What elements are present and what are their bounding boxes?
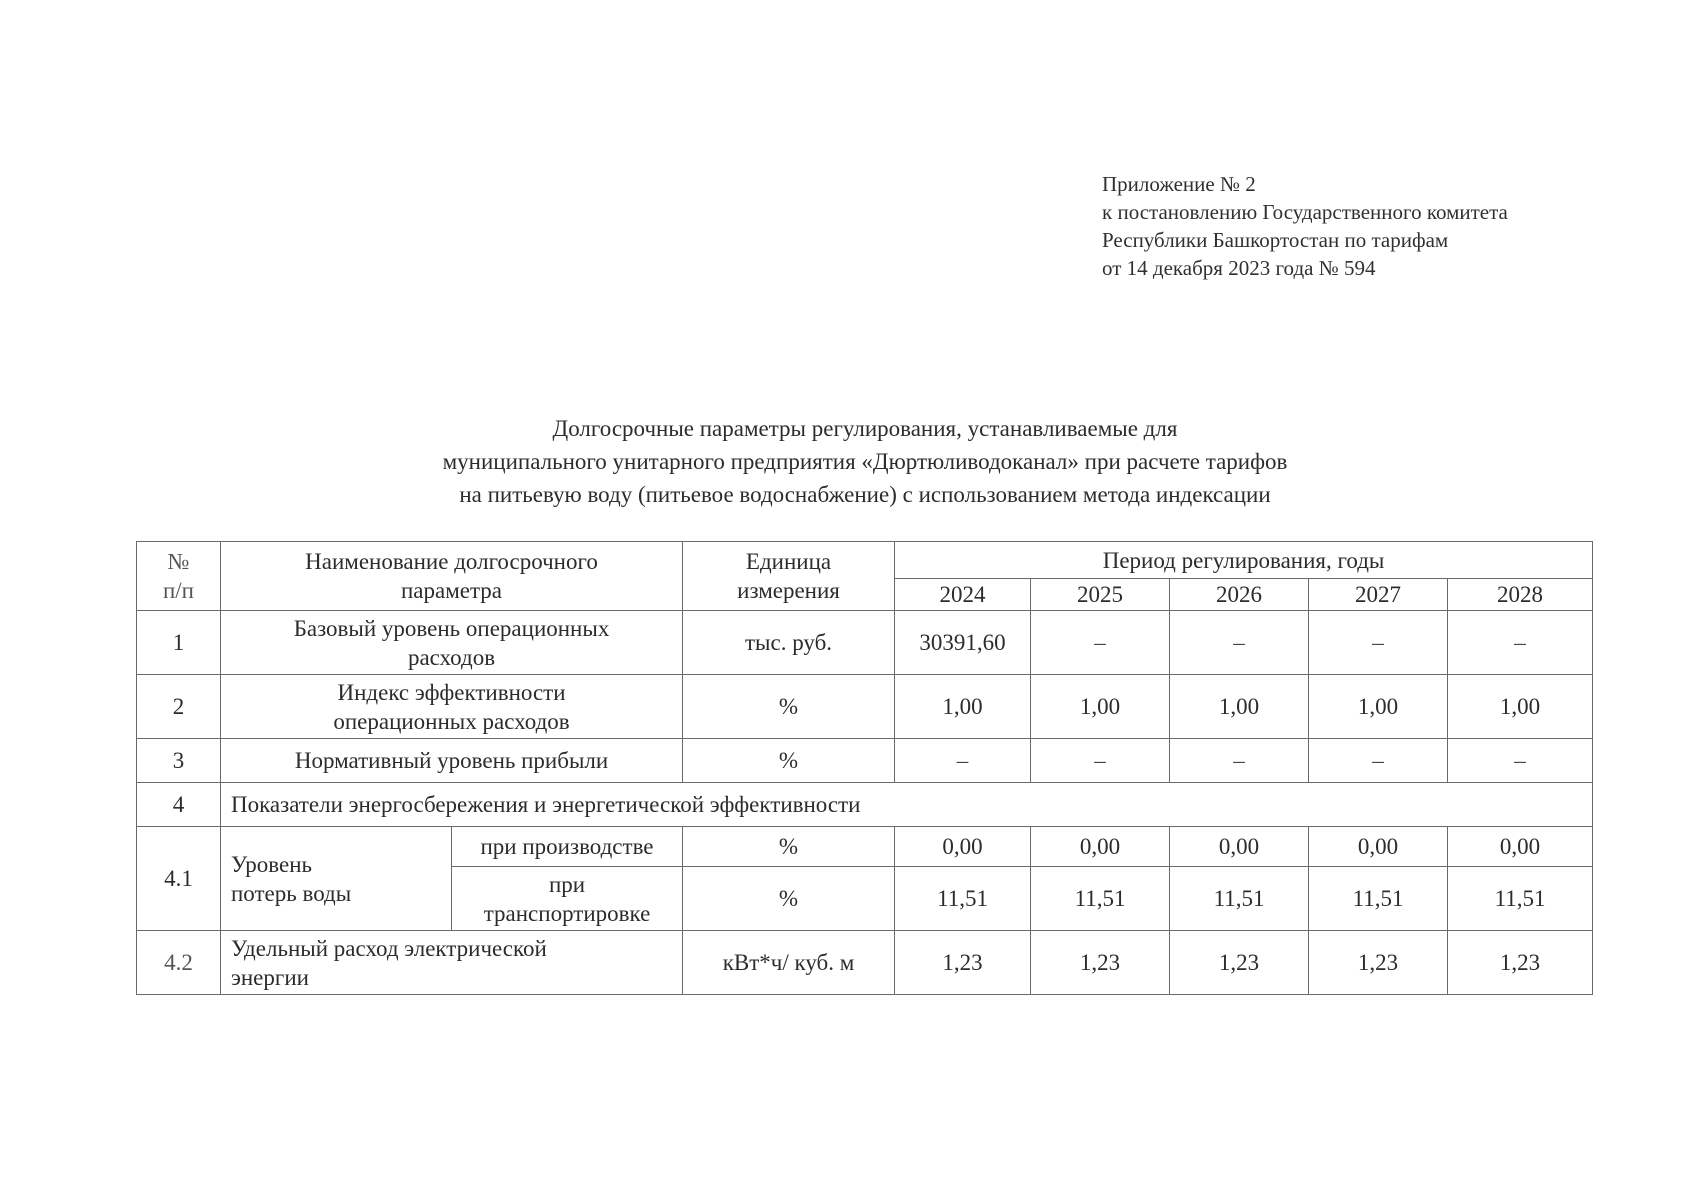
row-2-unit: % xyxy=(683,675,895,739)
row-1-name xyxy=(221,611,683,675)
row-1-value-2025: – xyxy=(1031,611,1170,675)
appendix-line-1: Приложение № 2 xyxy=(1102,172,1256,196)
table-row-3 xyxy=(137,739,1593,783)
row-4-1-sub-2-value-2027: 11,51 xyxy=(1309,867,1448,931)
row-4-1-sub-1-unit: % xyxy=(683,827,895,867)
row-4-num: 4 xyxy=(137,783,221,827)
row-1-name-line-1: Базовый уровень операционных xyxy=(293,615,610,641)
year-2024: 2024 xyxy=(895,579,1031,611)
row-4-1-sub-2-label-line-1: при xyxy=(548,871,586,897)
header-name xyxy=(221,542,683,611)
row-4-2-name-line-1: Удельный расход электрической xyxy=(231,935,547,961)
header-num-line-1: № xyxy=(167,549,190,574)
document-title xyxy=(0,412,1697,511)
row-4-2-value-2028: 1,23 xyxy=(1448,931,1593,995)
row-1-value-2026: – xyxy=(1170,611,1309,675)
header-num-line-2: п/п xyxy=(162,578,194,603)
row-2-name-line-1: Индекс эффективности xyxy=(337,679,566,705)
table-row-4-1-production xyxy=(137,827,1593,867)
row-4-1-sub-2-label xyxy=(452,867,683,931)
row-4-1-sub-2-unit: % xyxy=(683,867,895,931)
row-2-name xyxy=(221,675,683,739)
row-4-1-sub-1-value-2026: 0,00 xyxy=(1170,827,1309,867)
row-4-2-value-2024: 1,23 xyxy=(895,931,1031,995)
row-4-2-value-2025: 1,23 xyxy=(1031,931,1170,995)
row-4-name: Показатели энергосбережения и энергетической эффективности xyxy=(221,783,1593,827)
appendix-line-4: от 14 декабря 2023 года № 594 xyxy=(1102,256,1376,280)
row-4-2-num: 4.2 xyxy=(137,931,221,995)
year-2026: 2026 xyxy=(1170,579,1309,611)
row-4-1-name-line-2: потерь воды xyxy=(231,880,352,906)
row-1-value-2024: 30391,60 xyxy=(895,611,1031,675)
row-4-1-num: 4.1 xyxy=(137,827,221,931)
year-2028: 2028 xyxy=(1448,579,1593,611)
table-row-1 xyxy=(137,611,1593,675)
row-4-1-sub-1-value-2025: 0,00 xyxy=(1031,827,1170,867)
row-4-1-sub-1-value-2028: 0,00 xyxy=(1448,827,1593,867)
appendix-line-2: к постановлению Государственного комитета xyxy=(1102,200,1508,224)
row-4-2-name xyxy=(221,931,683,995)
row-3-value-2028: – xyxy=(1448,739,1593,783)
title-line-2: муниципального унитарного предприятия «Дюртюливодоканал» при расчете тарифов xyxy=(442,449,1288,474)
header-unit-line-1: Единица xyxy=(745,549,832,574)
row-4-2-value-2026: 1,23 xyxy=(1170,931,1309,995)
row-4-1-sub-1-value-2027: 0,00 xyxy=(1309,827,1448,867)
row-4-1-sub-2-value-2024: 11,51 xyxy=(895,867,1031,931)
row-4-1-sub-1-label: при производстве xyxy=(452,827,683,867)
row-4-1-sub-2-value-2026: 11,51 xyxy=(1170,867,1309,931)
row-2-value-2027: 1,00 xyxy=(1309,675,1448,739)
row-1-name-line-2: расходов xyxy=(407,644,496,670)
table-row-2 xyxy=(137,675,1593,739)
row-4-2-value-2027: 1,23 xyxy=(1309,931,1448,995)
parameters-table xyxy=(136,541,1593,995)
row-3-name: Нормативный уровень прибыли xyxy=(221,739,683,783)
table-row-4 xyxy=(137,783,1593,827)
row-3-unit: % xyxy=(683,739,895,783)
header-unit-line-2: измерения xyxy=(737,578,840,603)
header-row xyxy=(137,542,1593,579)
row-1-value-2027: – xyxy=(1309,611,1448,675)
header-name-line-2: параметра xyxy=(400,578,503,603)
row-4-2-name-line-2: энергии xyxy=(231,964,309,990)
row-2-value-2024: 1,00 xyxy=(895,675,1031,739)
year-2027: 2027 xyxy=(1309,579,1448,611)
row-2-name-line-2: операционных расходов xyxy=(333,708,570,734)
row-1-unit: тыс. руб. xyxy=(683,611,895,675)
row-4-1-sub-1-value-2024: 0,00 xyxy=(895,827,1031,867)
row-4-1-sub-2-label-line-2: транспортировке xyxy=(483,900,651,926)
row-4-1-name-line-1: Уровень xyxy=(231,851,312,877)
row-2-value-2025: 1,00 xyxy=(1031,675,1170,739)
row-2-value-2028: 1,00 xyxy=(1448,675,1593,739)
row-4-1-sub-2-value-2025: 11,51 xyxy=(1031,867,1170,931)
row-3-value-2026: – xyxy=(1170,739,1309,783)
appendix-block xyxy=(1102,170,1508,282)
year-2025: 2025 xyxy=(1031,579,1170,611)
row-1-value-2028: – xyxy=(1448,611,1593,675)
row-1-num: 1 xyxy=(137,611,221,675)
header-num xyxy=(137,542,221,611)
row-4-1-name xyxy=(221,827,452,931)
row-3-num: 3 xyxy=(137,739,221,783)
title-line-3: на питьевую воду (питьевое водоснабжение) с использованием метода индексации xyxy=(459,482,1271,507)
title-line-1: Долгосрочные параметры регулирования, устанавливаемые для xyxy=(552,416,1178,441)
row-4-2-unit: кВт*ч/ куб. м xyxy=(683,931,895,995)
row-3-value-2024: – xyxy=(895,739,1031,783)
row-3-value-2027: – xyxy=(1309,739,1448,783)
row-4-1-sub-2-value-2028: 11,51 xyxy=(1448,867,1593,931)
table-row-4-2 xyxy=(137,931,1593,995)
header-period: Период регулирования, годы xyxy=(895,542,1593,579)
row-2-value-2026: 1,00 xyxy=(1170,675,1309,739)
header-unit xyxy=(683,542,895,611)
appendix-line-3: Республики Башкортостан по тарифам xyxy=(1102,228,1449,252)
row-3-value-2025: – xyxy=(1031,739,1170,783)
header-name-line-1: Наименование долгосрочного xyxy=(305,549,598,574)
row-2-num: 2 xyxy=(137,675,221,739)
